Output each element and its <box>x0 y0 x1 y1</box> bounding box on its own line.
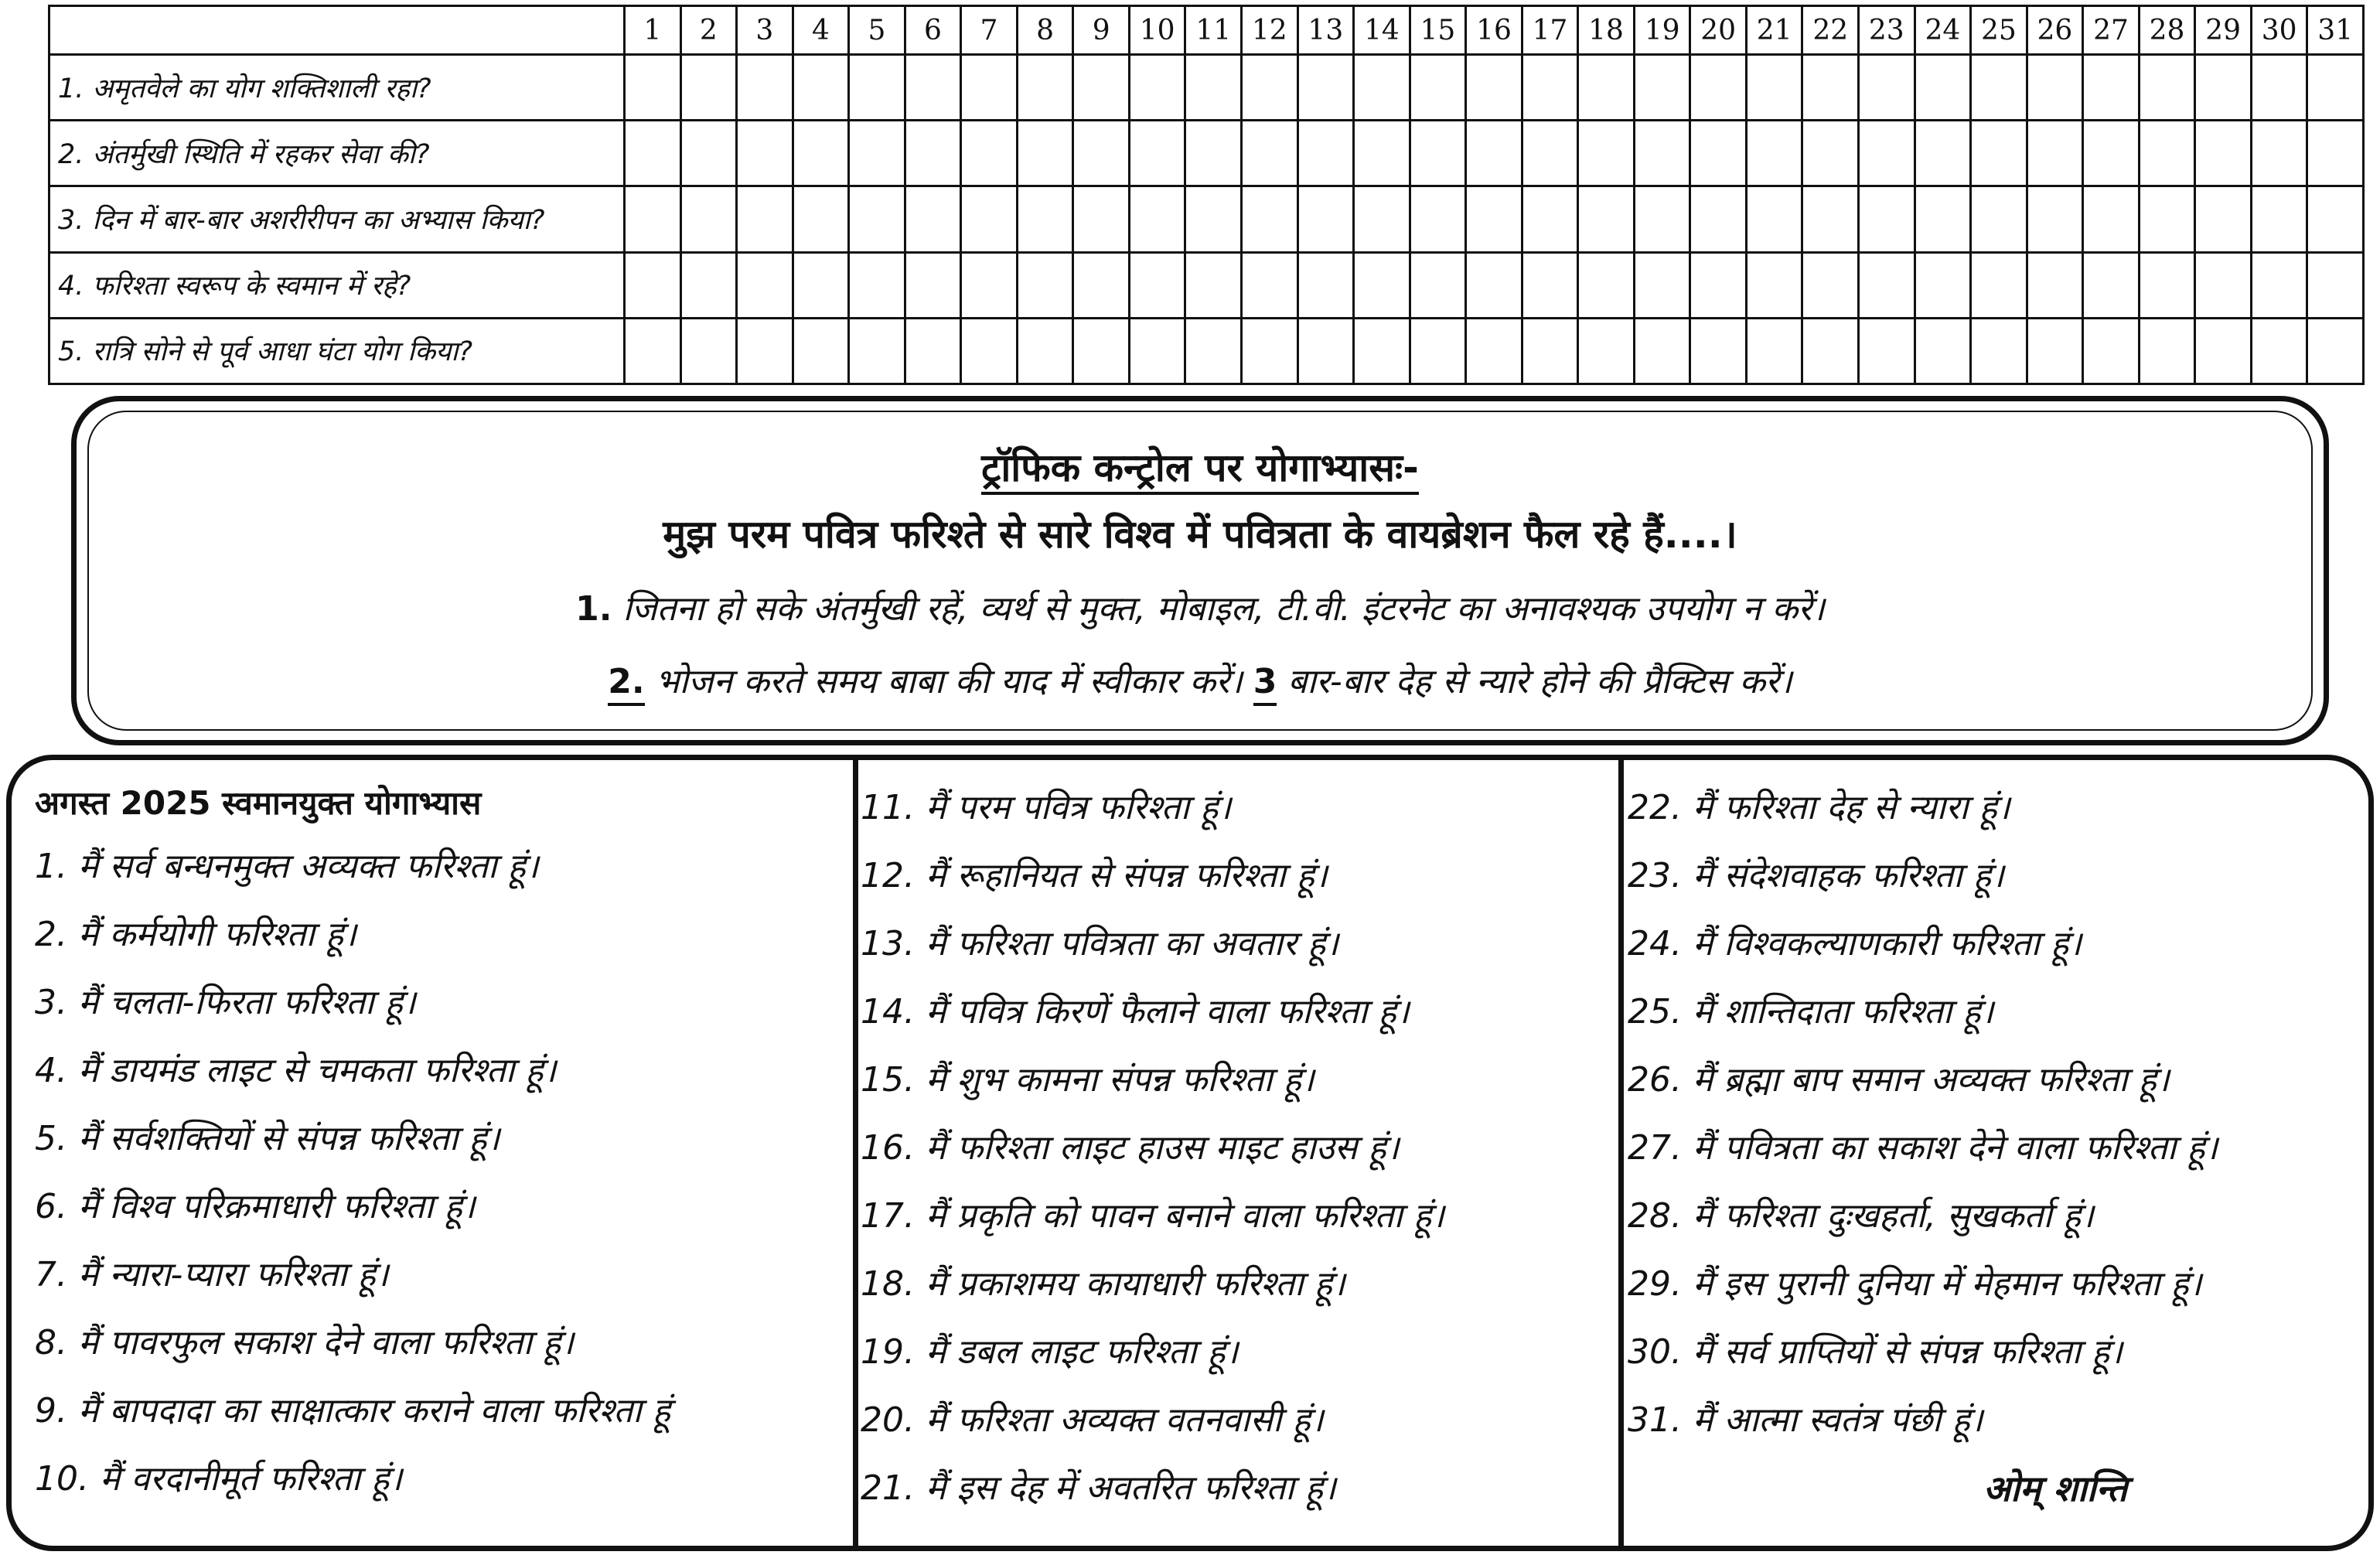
checkbox-cell[interactable] <box>2307 318 2364 384</box>
checkbox-cell[interactable] <box>625 55 681 121</box>
checkbox-cell[interactable] <box>2251 55 2307 121</box>
checkbox-cell[interactable] <box>1017 186 1073 252</box>
checkbox-cell[interactable] <box>1185 252 1242 318</box>
point-2-number: 2. <box>608 662 644 706</box>
checkbox-cell[interactable] <box>1297 318 1354 384</box>
checkbox-cell[interactable] <box>737 318 793 384</box>
checkbox-cell[interactable] <box>1522 318 1578 384</box>
checkbox-cell[interactable] <box>1354 121 1410 186</box>
affirmations-column-1 <box>35 774 670 1513</box>
day-header-cell: 1 <box>625 6 681 55</box>
checklist-row <box>49 121 2364 186</box>
traffic-control-points-2-3 <box>89 656 2311 703</box>
checkbox-cell[interactable] <box>1971 55 2027 121</box>
checkbox-cell[interactable] <box>961 55 1018 121</box>
day-header-cell: 24 <box>1915 6 1971 55</box>
checklist-question: 1. अमृतवेले का योग शक्तिशाली रहा? <box>49 55 625 121</box>
checklist-row <box>49 55 2364 121</box>
affirmation-item: 27. मैं पवित्रता का सकाश देने वाला फरिश्ता हूं। <box>1628 1128 2218 1168</box>
checkbox-cell[interactable] <box>1746 186 1802 252</box>
checkbox-cell[interactable] <box>737 121 793 186</box>
point-3-number: 3 <box>1253 662 1277 706</box>
day-header-cell: 16 <box>1466 6 1522 55</box>
checkbox-cell[interactable] <box>1017 55 1073 121</box>
checkbox-cell[interactable] <box>1297 252 1354 318</box>
checkbox-cell[interactable] <box>849 55 905 121</box>
checkbox-cell[interactable] <box>1634 252 1690 318</box>
checkbox-cell[interactable] <box>2251 318 2307 384</box>
checkbox-cell[interactable] <box>2027 252 2083 318</box>
traffic-control-point-1 <box>89 584 2311 630</box>
day-header-cell: 12 <box>1242 6 1298 55</box>
checkbox-cell[interactable] <box>2083 252 2140 318</box>
checkbox-cell[interactable] <box>1129 252 1185 318</box>
day-header-row <box>49 6 2364 55</box>
checkbox-cell[interactable] <box>1354 252 1410 318</box>
checkbox-cell[interactable] <box>2139 252 2195 318</box>
checkbox-cell[interactable] <box>793 252 849 318</box>
checkbox-cell[interactable] <box>1073 186 1130 252</box>
traffic-control-main-affirmation: मुझ परम पवित्र फरिश्ते से सारे विश्व में पवित्रता के वायब्रेशन फैल रहे हैं....। <box>663 512 1737 557</box>
checkbox-cell[interactable] <box>1802 252 1859 318</box>
checkbox-cell[interactable] <box>905 186 961 252</box>
day-header-cell: 10 <box>1129 6 1185 55</box>
day-header-cell: 26 <box>2027 6 2083 55</box>
checkbox-cell[interactable] <box>2027 318 2083 384</box>
checklist-row <box>49 186 2364 252</box>
affirmation-item: 17. मैं प्रकृति को पावन बनाने वाला फरिश्ता हूं। <box>861 1196 1444 1236</box>
checkbox-cell[interactable] <box>961 252 1018 318</box>
affirmations-column-2 <box>861 774 1444 1523</box>
day-header-cell: 31 <box>2307 6 2364 55</box>
checkbox-cell[interactable] <box>680 252 737 318</box>
checkbox-cell[interactable] <box>625 121 681 186</box>
checklist-question: 3. दिन में बार-बार अशरीरीपन का अभ्यास किया? <box>49 186 625 252</box>
checkbox-cell[interactable] <box>1073 55 1130 121</box>
checkbox-cell[interactable] <box>1634 318 1690 384</box>
checklist-question: 4. फरिश्ता स्वरूप के स्वमान में रहे? <box>49 252 625 318</box>
day-header-cell: 17 <box>1522 6 1578 55</box>
checkbox-cell[interactable] <box>2083 55 2140 121</box>
checklist-row <box>49 252 2364 318</box>
checkbox-cell[interactable] <box>961 318 1018 384</box>
checkbox-cell[interactable] <box>1522 186 1578 252</box>
affirmation-item: 19. मैं डबल लाइट फरिश्ता हूं। <box>861 1332 1239 1372</box>
checkbox-cell[interactable] <box>1129 55 1185 121</box>
checkbox-cell[interactable] <box>905 252 961 318</box>
checkbox-cell[interactable] <box>1859 318 1915 384</box>
checkbox-cell[interactable] <box>2083 121 2140 186</box>
checkbox-cell[interactable] <box>1578 55 1635 121</box>
checkbox-cell[interactable] <box>1466 252 1522 318</box>
traffic-control-inner-border <box>87 411 2313 731</box>
affirmation-item: 28. मैं फरिश्ता दुःखहर्ता, सुखकर्ता हूं। <box>1628 1196 2094 1236</box>
checkbox-cell[interactable] <box>1802 121 1859 186</box>
checkbox-cell[interactable] <box>849 318 905 384</box>
day-header-cell: 7 <box>961 6 1018 55</box>
checkbox-cell[interactable] <box>1297 55 1354 121</box>
affirmation-item: 2. मैं कर्मयोगी फरिश्ता हूं। <box>35 915 356 954</box>
checkbox-cell[interactable] <box>1410 252 1466 318</box>
checkbox-cell[interactable] <box>2139 318 2195 384</box>
day-header-cell: 20 <box>1690 6 1747 55</box>
checkbox-cell[interactable] <box>1746 121 1802 186</box>
checkbox-cell[interactable] <box>1017 252 1073 318</box>
checkbox-cell[interactable] <box>2195 55 2252 121</box>
checkbox-cell[interactable] <box>1578 121 1635 186</box>
checkbox-cell[interactable] <box>1971 121 2027 186</box>
checkbox-cell[interactable] <box>1354 186 1410 252</box>
checkbox-cell[interactable] <box>1185 186 1242 252</box>
daily-checklist-table <box>48 5 2365 385</box>
checkbox-cell[interactable] <box>1859 252 1915 318</box>
checkbox-cell[interactable] <box>2027 121 2083 186</box>
point-3-text: बार-बार देह से न्यारे होने की प्रैक्टिस करें। <box>1277 662 1792 701</box>
checklist-question: 2. अंतर्मुखी स्थिति में रहकर सेवा की? <box>49 121 625 186</box>
checkbox-cell[interactable] <box>1578 318 1635 384</box>
checkbox-cell[interactable] <box>2027 55 2083 121</box>
day-header-cell: 13 <box>1297 6 1354 55</box>
column-divider <box>853 760 858 1546</box>
checkbox-cell[interactable] <box>1971 318 2027 384</box>
checkbox-cell[interactable] <box>1915 55 1971 121</box>
point-2-text: भोजन करते समय बाबा की याद में स्वीकार करें। <box>644 662 1243 701</box>
affirmation-item: 25. मैं शान्तिदाता फरिश्ता हूं। <box>1628 992 1994 1032</box>
checkbox-cell[interactable] <box>1017 318 1073 384</box>
checkbox-cell[interactable] <box>961 186 1018 252</box>
day-header-cell: 5 <box>849 6 905 55</box>
checkbox-cell[interactable] <box>793 55 849 121</box>
checkbox-cell[interactable] <box>1354 318 1410 384</box>
checkbox-cell[interactable] <box>1466 55 1522 121</box>
checkbox-cell[interactable] <box>1129 186 1185 252</box>
checkbox-cell[interactable] <box>1017 121 1073 186</box>
affirmation-item: 13. मैं फरिश्ता पवित्रता का अवतार हूं। <box>861 924 1339 963</box>
affirmation-item: 21. मैं इस देह में अवतरित फरिश्ता हूं। <box>861 1468 1336 1508</box>
checkbox-cell[interactable] <box>1185 121 1242 186</box>
checkbox-cell[interactable] <box>1915 186 1971 252</box>
checkbox-cell[interactable] <box>1634 55 1690 121</box>
day-header-cell: 27 <box>2083 6 2140 55</box>
affirmation-item: 6. मैं विश्व परिक्रमाधारी फरिश्ता हूं। <box>35 1187 476 1226</box>
affirmation-item: 18. मैं प्रकाशमय कायाधारी फरिश्ता हूं। <box>861 1264 1345 1304</box>
checkbox-cell[interactable] <box>1578 252 1635 318</box>
checkbox-cell[interactable] <box>961 121 1018 186</box>
checkbox-cell[interactable] <box>2083 318 2140 384</box>
day-header-cell: 23 <box>1859 6 1915 55</box>
checkbox-cell[interactable] <box>793 318 849 384</box>
checkbox-cell[interactable] <box>737 252 793 318</box>
checkbox-cell[interactable] <box>680 186 737 252</box>
checkbox-cell[interactable] <box>1915 318 1971 384</box>
checkbox-cell[interactable] <box>2251 186 2307 252</box>
checklist-row <box>49 318 2364 384</box>
checkbox-cell[interactable] <box>2307 252 2364 318</box>
checkbox-cell[interactable] <box>849 121 905 186</box>
checkbox-cell[interactable] <box>1466 186 1522 252</box>
checkbox-cell[interactable] <box>1410 55 1466 121</box>
checkbox-cell[interactable] <box>1690 55 1747 121</box>
checkbox-cell[interactable] <box>1915 121 1971 186</box>
affirmation-item: 7. मैं न्यारा-प्यारा फरिश्ता हूं। <box>35 1255 389 1294</box>
checkbox-cell[interactable] <box>1242 121 1298 186</box>
checkbox-cell[interactable] <box>1466 121 1522 186</box>
checkbox-cell[interactable] <box>1971 252 2027 318</box>
checkbox-cell[interactable] <box>1690 252 1747 318</box>
checkbox-cell[interactable] <box>737 186 793 252</box>
checkbox-cell[interactable] <box>1242 318 1298 384</box>
checkbox-cell[interactable] <box>1859 121 1915 186</box>
affirmation-item: 22. मैं फरिश्ता देह से न्यारा हूं। <box>1628 788 2010 827</box>
checkbox-cell[interactable] <box>1297 121 1354 186</box>
traffic-control-box <box>71 396 2329 745</box>
checkbox-cell[interactable] <box>1802 318 1859 384</box>
checkbox-cell[interactable] <box>1522 252 1578 318</box>
affirmation-item: 16. मैं फरिश्ता लाइट हाउस माइट हाउस हूं। <box>861 1128 1400 1168</box>
checkbox-cell[interactable] <box>1578 186 1635 252</box>
checkbox-cell[interactable] <box>680 121 737 186</box>
checkbox-cell[interactable] <box>1971 186 2027 252</box>
point-1-text: जितना हो सके अंतर्मुखी रहें, व्यर्थ से मुक्त, मोबाइल, टी.वी. इंटरनेट का अनावश्यक उपयोग न करें। <box>612 589 1825 629</box>
checkbox-cell[interactable] <box>1129 121 1185 186</box>
checkbox-cell[interactable] <box>1354 55 1410 121</box>
affirmations-list-2 <box>861 774 1444 1523</box>
checkbox-cell[interactable] <box>2083 186 2140 252</box>
affirmations-column-3 <box>1628 774 2218 1523</box>
checkbox-cell[interactable] <box>905 121 961 186</box>
day-header-cell: 9 <box>1073 6 1130 55</box>
affirmation-item: 11. मैं परम पवित्र फरिश्ता हूं। <box>861 788 1232 827</box>
affirmation-item: 31. मैं आत्मा स्वतंत्र पंछी हूं। <box>1628 1400 1983 1440</box>
question-header-cell <box>49 6 625 55</box>
checkbox-cell[interactable] <box>1242 186 1298 252</box>
traffic-control-title-text: ट्रॉफिक कन्ट्रोल पर योगाभ्यासः- <box>981 445 1419 495</box>
affirmations-heading: अगस्त 2025 स्वमानयुक्त योगाभ्यास <box>35 784 482 822</box>
checkbox-cell[interactable] <box>1466 318 1522 384</box>
day-header-cell: 30 <box>2251 6 2307 55</box>
affirmation-item: 23. मैं संदेशवाहक फरिश्ता हूं। <box>1628 856 2004 895</box>
checkbox-cell[interactable] <box>1242 252 1298 318</box>
checkbox-cell[interactable] <box>2251 252 2307 318</box>
checkbox-cell[interactable] <box>793 121 849 186</box>
day-header-cell: 6 <box>905 6 961 55</box>
day-header-cell: 19 <box>1634 6 1690 55</box>
checkbox-cell[interactable] <box>680 55 737 121</box>
affirmation-item: 4. मैं डायमंड लाइट से चमकता फरिश्ता हूं। <box>35 1051 557 1090</box>
checkbox-cell[interactable] <box>680 318 737 384</box>
checkbox-cell[interactable] <box>1073 318 1130 384</box>
day-header-cell: 3 <box>737 6 793 55</box>
checkbox-cell[interactable] <box>1185 318 1242 384</box>
checkbox-cell[interactable] <box>1073 252 1130 318</box>
checkbox-cell[interactable] <box>905 55 961 121</box>
checkbox-cell[interactable] <box>2307 55 2364 121</box>
affirmation-item: 24. मैं विश्वकल्याणकारी फरिश्ता हूं। <box>1628 924 2082 963</box>
checkbox-cell[interactable] <box>849 252 905 318</box>
checkbox-cell[interactable] <box>1746 55 1802 121</box>
checkbox-cell[interactable] <box>1410 121 1466 186</box>
checkbox-cell[interactable] <box>625 318 681 384</box>
day-header-cell: 22 <box>1802 6 1859 55</box>
checkbox-cell[interactable] <box>1522 55 1578 121</box>
checkbox-cell[interactable] <box>1746 318 1802 384</box>
checkbox-cell[interactable] <box>2195 121 2252 186</box>
affirmations-list-1 <box>35 833 670 1513</box>
checkbox-cell[interactable] <box>1859 55 1915 121</box>
checkbox-cell[interactable] <box>625 186 681 252</box>
checkbox-cell[interactable] <box>1690 318 1747 384</box>
checklist-question: 5. रात्रि सोने से पूर्व आधा घंटा योग किया? <box>49 318 625 384</box>
day-header-cell: 21 <box>1746 6 1802 55</box>
checkbox-cell[interactable] <box>1746 252 1802 318</box>
checkbox-cell[interactable] <box>1185 55 1242 121</box>
day-header-cell: 28 <box>2139 6 2195 55</box>
checkbox-cell[interactable] <box>625 252 681 318</box>
affirmation-item: 5. मैं सर्वशक्तियों से संपन्न फरिश्ता हूं। <box>35 1119 500 1158</box>
checkbox-cell[interactable] <box>1634 186 1690 252</box>
checkbox-cell[interactable] <box>1690 186 1747 252</box>
affirmation-item: 8. मैं पावरफुल सकाश देने वाला फरिश्ता हूं। <box>35 1323 575 1362</box>
affirmation-item: 10. मैं वरदानीमूर्त फरिश्ता हूं। <box>35 1459 403 1499</box>
checkbox-cell[interactable] <box>1915 252 1971 318</box>
checkbox-cell[interactable] <box>2139 121 2195 186</box>
checkbox-cell[interactable] <box>1242 55 1298 121</box>
day-header-cell: 15 <box>1410 6 1466 55</box>
day-header-cell: 18 <box>1578 6 1635 55</box>
checkbox-cell[interactable] <box>1410 186 1466 252</box>
checkbox-cell[interactable] <box>2307 186 2364 252</box>
checkbox-cell[interactable] <box>1410 318 1466 384</box>
affirmation-item: 15. मैं शुभ कामना संपन्न फरिश्ता हूं। <box>861 1060 1314 1100</box>
affirmation-item: 29. मैं इस पुरानी दुनिया में मेहमान फरिश्ता हूं। <box>1628 1264 2202 1304</box>
checkbox-cell[interactable] <box>1522 121 1578 186</box>
column-divider <box>1618 760 1624 1546</box>
checkbox-cell[interactable] <box>793 186 849 252</box>
day-header-cell: 11 <box>1185 6 1242 55</box>
checkbox-cell[interactable] <box>849 186 905 252</box>
affirmation-item: 26. मैं ब्रह्मा बाप समान अव्यक्त फरिश्ता हूं। <box>1628 1060 2170 1100</box>
checkbox-cell[interactable] <box>1802 55 1859 121</box>
affirmation-item: 9. मैं बापदादा का साक्षात्कार कराने वाला फरिश्ता हूं <box>35 1391 671 1431</box>
checkbox-cell[interactable] <box>2195 186 2252 252</box>
checkbox-cell[interactable] <box>2251 121 2307 186</box>
day-header-cell: 14 <box>1354 6 1410 55</box>
checkbox-cell[interactable] <box>2195 252 2252 318</box>
day-header-cell: 8 <box>1017 6 1073 55</box>
checkbox-cell[interactable] <box>1802 186 1859 252</box>
point-1-number: 1. <box>575 589 612 629</box>
affirmation-item: 1. मैं सर्व बन्धनमुक्त अव्यक्त फरिश्ता हूं। <box>35 847 539 886</box>
checkbox-cell[interactable] <box>1859 186 1915 252</box>
checkbox-cell[interactable] <box>1129 318 1185 384</box>
day-header-cell: 25 <box>1971 6 2027 55</box>
om-shanti-closing: ओम् शान्ति <box>1983 1468 2128 1509</box>
affirmations-list-3 <box>1628 774 2218 1454</box>
checkbox-cell[interactable] <box>737 55 793 121</box>
checkbox-cell[interactable] <box>1690 121 1747 186</box>
day-header-cell: 2 <box>680 6 737 55</box>
affirmation-item: 3. मैं चलता-फिरता फरिश्ता हूं। <box>35 983 416 1022</box>
affirmations-panel <box>6 755 2374 1551</box>
checkbox-cell[interactable] <box>2307 121 2364 186</box>
day-header-cell: 29 <box>2195 6 2252 55</box>
checkbox-cell[interactable] <box>1634 121 1690 186</box>
checkbox-cell[interactable] <box>905 318 961 384</box>
checkbox-cell[interactable] <box>1073 121 1130 186</box>
traffic-control-title <box>89 440 2311 493</box>
checkbox-cell[interactable] <box>2139 55 2195 121</box>
checkbox-cell[interactable] <box>2027 186 2083 252</box>
checkbox-cell[interactable] <box>1297 186 1354 252</box>
affirmation-item: 20. मैं फरिश्ता अव्यक्त वतनवासी हूं। <box>861 1400 1324 1440</box>
affirmation-item: 30. मैं सर्व प्राप्तियों से संपन्न फरिश्ता हूं। <box>1628 1332 2123 1372</box>
affirmation-item: 14. मैं पवित्र किरणें फैलाने वाला फरिश्ता हूं। <box>861 992 1410 1032</box>
checkbox-cell[interactable] <box>2139 186 2195 252</box>
day-header-cell: 4 <box>793 6 849 55</box>
affirmation-item: 12. मैं रूहानियत से संपन्न फरिश्ता हूं। <box>861 856 1328 895</box>
checkbox-cell[interactable] <box>2195 318 2252 384</box>
